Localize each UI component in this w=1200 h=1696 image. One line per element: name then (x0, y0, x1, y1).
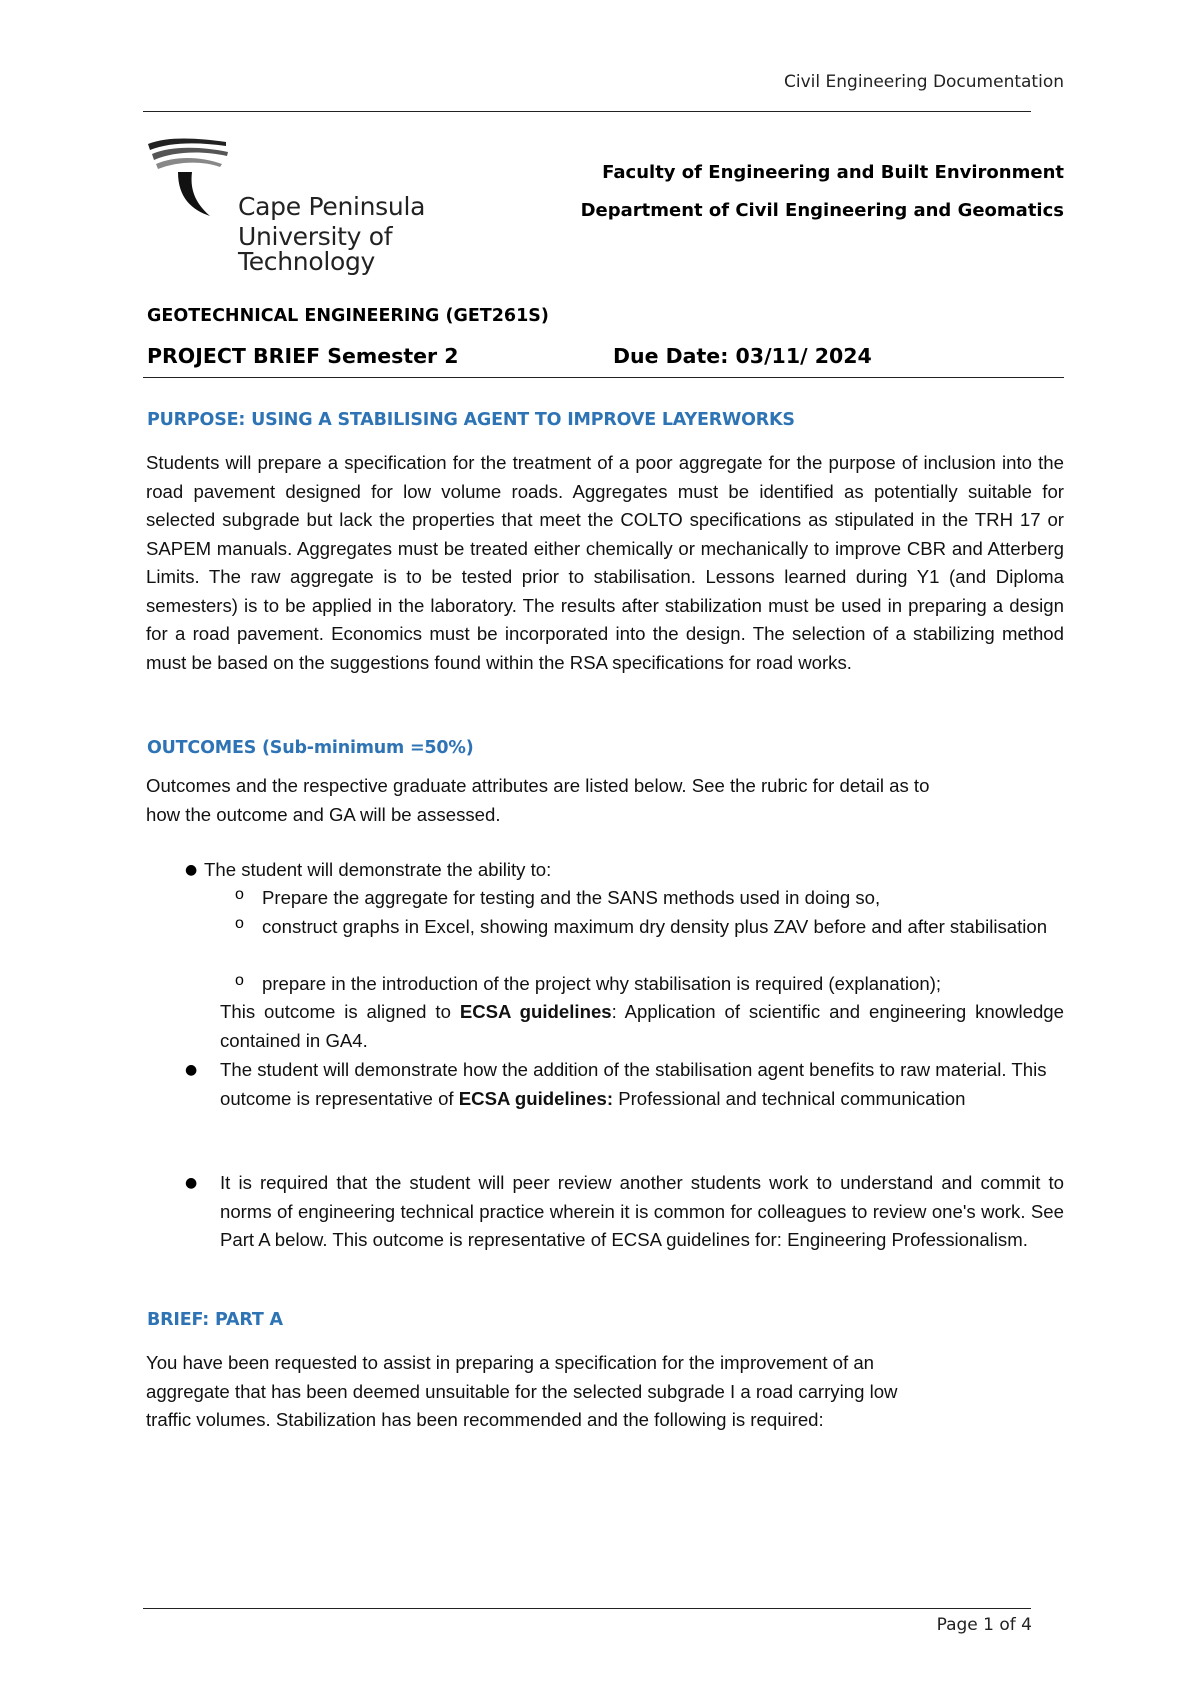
outcomes-intro-line-1: Outcomes and the respective graduate attributes are listed below. See the rubric for detail as to (146, 775, 930, 796)
outcomes-heading: OUTCOMES (Sub-minimum =50%) (147, 738, 474, 758)
university-logo (148, 132, 528, 276)
purpose-heading: PURPOSE: USING A STABILISING AGENT TO IMPROVE LAYERWORKS (147, 410, 795, 430)
title-divider (143, 377, 1064, 378)
bullet-icon: ● (185, 862, 198, 878)
cput-emblem-icon (148, 136, 238, 226)
outcome-1-sub-2: construct graphs in Excel, showing maximum dry density plus ZAV before and after stabilisation (262, 916, 1048, 937)
outcomes-intro (146, 772, 1064, 829)
outcome-1-alignment (220, 998, 1064, 1055)
running-header: Civil Engineering Documentation (784, 72, 1064, 92)
outcome-1-sub-1: Prepare the aggregate for testing and the SANS methods used in doing so, (262, 887, 881, 908)
logo-line-2: University of Technology (238, 222, 393, 276)
outcome-2-post: Professional and technical communication (613, 1087, 966, 1109)
outcome-1-sub-3: prepare in the introduction of the project why stabilisation is required (explanation); (262, 973, 942, 994)
outcomes-intro-line-2: how the outcome and GA will be assessed. (146, 803, 501, 825)
brief-part-a-line-3: traffic volumes. Stabilization has been recommended and the following is required: (146, 1409, 824, 1430)
brief-part-a-line-1: You have been requested to assist in preparing a specification for the improvement of an (146, 1352, 875, 1373)
logo-line-1: Cape Peninsula (238, 192, 426, 221)
brief-part-a-line-2: aggregate that has been deemed unsuitable for the selected subgrade I a road carrying low (146, 1380, 898, 1402)
outcome-3: It is required that the student will peer review another students work to understand and commit to norms of engineering technical practice wherein it is common for colleagues to review one's work. See Part A below. This outcome is representative of ECSA guidelines for: Engineering Professionalism. (220, 1172, 1064, 1250)
faculty-name: Faculty of Engineering and Built Environment (602, 162, 1064, 183)
ecsa-guidelines-label: ECSA guidelines (459, 1001, 612, 1022)
outcome-2 (220, 1056, 1064, 1113)
sub-bullet-icon: o (235, 886, 244, 903)
outcome-1-lead: The student will demonstrate the ability to: (204, 859, 552, 880)
brief-part-a-paragraph (146, 1349, 1064, 1435)
header-divider (143, 111, 1031, 112)
department-name: Department of Civil Engineering and Geomatics (580, 200, 1064, 221)
sub-bullet-icon: o (235, 972, 244, 989)
ecsa-guidelines-label: ECSA guidelines: (458, 1087, 614, 1109)
outcome-1-alignment-post: : Application of scientific and engineering knowledge contained in GA4. (220, 1001, 1064, 1051)
bullet-icon: ● (185, 1175, 198, 1191)
outcome-1-alignment-pre: This outcome is aligned to (220, 1001, 460, 1022)
course-code: GEOTECHNICAL ENGINEERING (GET261S) (147, 306, 549, 326)
footer-divider (143, 1608, 1031, 1609)
sub-bullet-icon: o (235, 915, 244, 932)
due-date: Due Date: 03/11/ 2024 (613, 344, 872, 368)
page-number: Page 1 of 4 (936, 1615, 1032, 1635)
project-brief-title: PROJECT BRIEF Semester 2 (147, 344, 459, 368)
brief-part-a-heading: BRIEF: PART A (147, 1310, 283, 1330)
outcome-2-pre: The student will demonstrate how the addition of the stabilisation agent benefits to raw material. This outcome is representative of (220, 1059, 1047, 1109)
faculty-block (581, 154, 1064, 230)
bullet-icon: ● (185, 1062, 198, 1078)
purpose-paragraph: Students will prepare a specification for the treatment of a poor aggregate for the purpose of inclusion into the road pavement designed for low volume roads. Aggregates must be identified as potentially suitable for selected subgrade but lack the properties that meet the COLTO specifications as stipulated in the TRH 17 or SAPEM manuals. Aggregates must be treated either chemically or mechanically to improve CBR and Atterberg Limits. The raw aggregate is to be tested prior to stabilisation. Lessons learned during Y1 (and Diploma semesters) is to be applied in the laboratory. The results after stabilization must be used in preparing a design for a road pavement. Economics must be incorporated into the design. The selection of a stabilizing method must be based on the suggestions found within the RSA specifications for road works. (146, 452, 1064, 673)
